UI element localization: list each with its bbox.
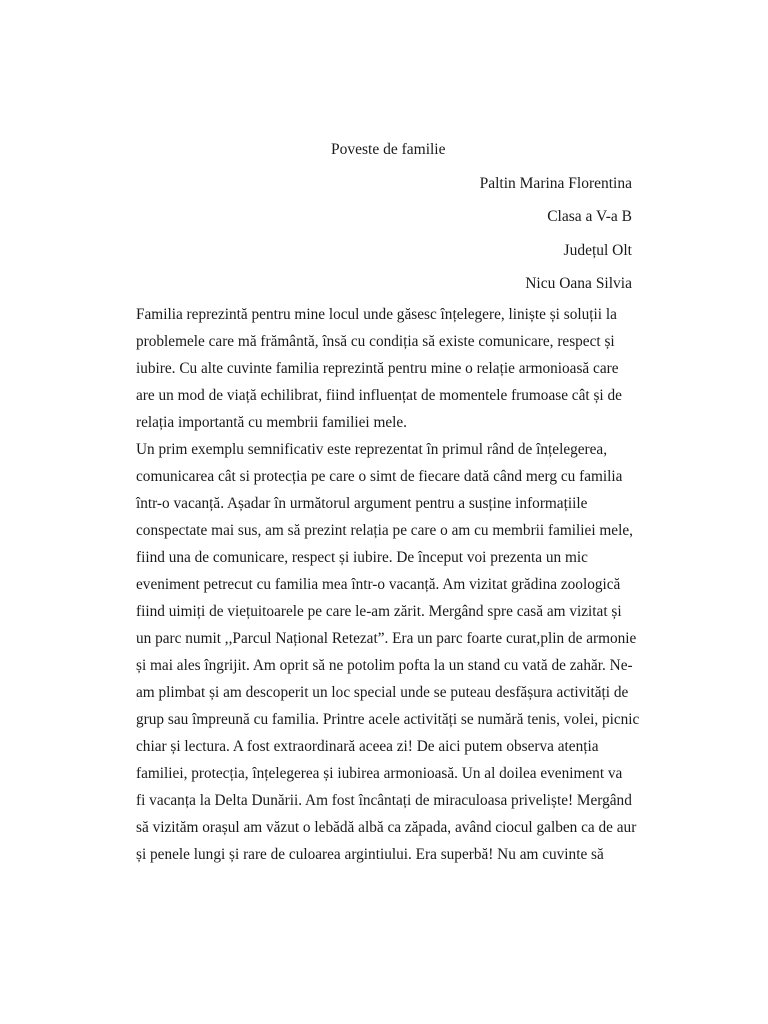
body-line: relația importantă cu membrii familiei mele. [136, 414, 407, 431]
body-line: și penele lungi și rare de culoarea argintiului. Era superbă! Nu am cuvinte să [136, 846, 604, 863]
body-line: fi vacanța la Delta Dunării. Am fost încântați de miraculoasa priveliște! Mergând [136, 792, 632, 809]
body-line: să vizităm orașul am văzut o lebădă albă ca zăpada, având ciocul galben ca de aur [136, 819, 637, 836]
body-line: iubire. Cu alte cuvinte familia reprezintă pentru mine o relație armonioasă care [136, 360, 619, 377]
document-title: Poveste de familie [331, 141, 446, 158]
body-line: Familia reprezintă pentru mine locul unde găsesc înțelegere, liniște și soluții la [136, 306, 617, 323]
body-line: am plimbat și am descoperit un loc special unde se puteau desfășura activități de [136, 684, 629, 701]
body-line: eveniment petrecut cu familia mea într-o vacanță. Am vizitat grădina zoologică [136, 576, 621, 593]
class-label: Clasa a V-a B [547, 208, 632, 225]
body-line: fiind una de comunicare, respect și iubire. De început voi prezenta un mic [136, 549, 588, 566]
body-line: conspectate mai sus, am să prezint relația pe care o am cu membrii familiei mele, [136, 522, 633, 539]
body-line: într-o vacanță. Așadar în următorul argument pentru a susține informațiile [136, 495, 588, 512]
body-line: comunicarea cât si protecția pe care o simt de fiecare dată când merg cu familia [136, 468, 623, 485]
body-line: un parc numit ,,Parcul Național Retezat”. Era un parc foarte curat,plin de armonie [136, 630, 637, 647]
teacher-name: Nicu Oana Silvia [525, 275, 632, 292]
body-line: familiei, protecția, înțelegerea și iubirea armonioasă. Un al doilea eveniment va [136, 765, 623, 782]
body-line: are un mod de viață echilibrat, fiind influențat de momentele frumoase cât și de [136, 387, 622, 404]
county-label: Județul Olt [563, 242, 632, 259]
body-line: grup sau împreună cu familia. Printre acele activități se numără tenis, volei, picnic [136, 711, 640, 728]
body-line: și mai ales îngrijit. Am oprit să ne potolim pofta la un stand cu vată de zahăr. Ne- [136, 657, 633, 674]
body-line: problemele care mă frământă, însă cu condiția să existe comunicare, respect și [136, 333, 615, 350]
body-line: fiind uimiți de viețuitoarele pe care le-am zărit. Mergând spre casă am vizitat și [136, 603, 622, 620]
body-line: chiar și lectura. A fost extraordinară aceea zi! De aici putem observa atenția [136, 738, 599, 755]
body-line: Un prim exemplu semnificativ este reprezentat în primul rând de înțelegerea, [136, 441, 608, 458]
author-name: Paltin Marina Florentina [479, 175, 632, 192]
